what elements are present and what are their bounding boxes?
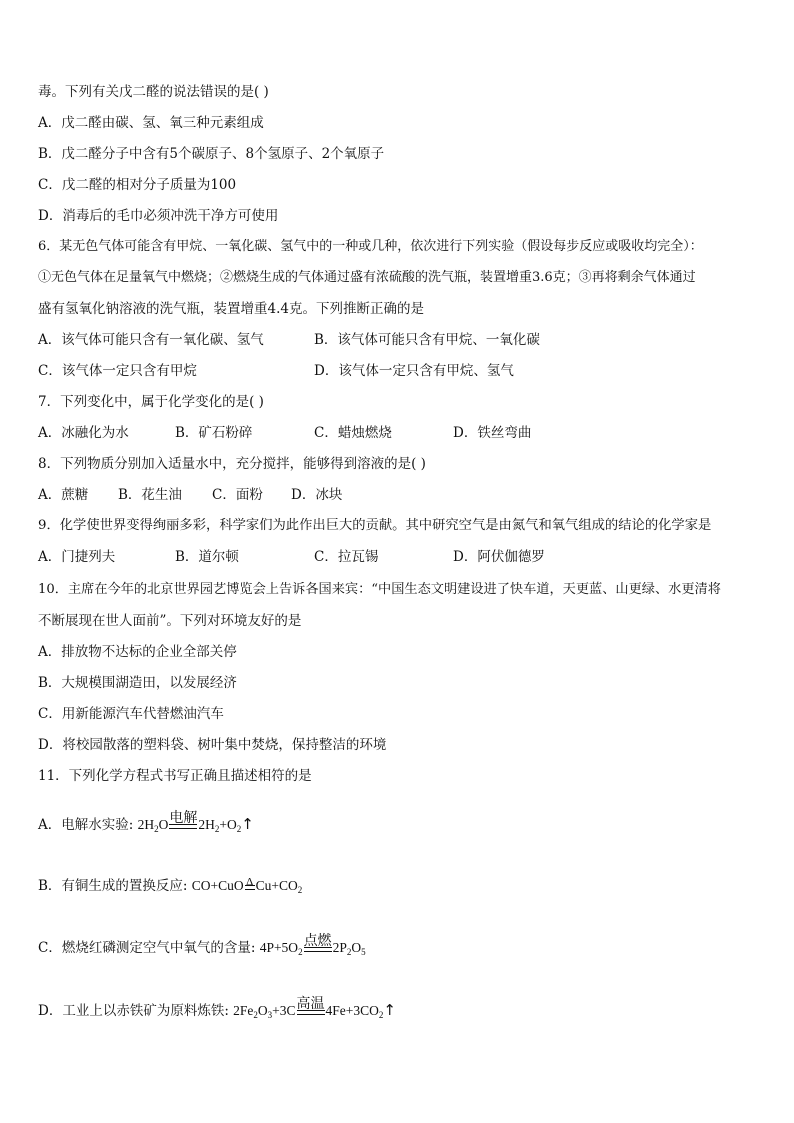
- q6-stem-line2: ①无色气体在足量氧气中燃烧；②燃烧生成的气体通过盛有浓硫酸的洗气瓶，装置增重3.6克；③再将剩余气体通过: [38, 270, 696, 285]
- q11-option-d: [38, 997, 396, 1025]
- q7-option-a: A．冰融化为水: [38, 425, 129, 441]
- q10-option-b: B．大规模围湖造田，以发展经济: [38, 675, 237, 691]
- q11-option-b-label: B．有铜生成的置换反应:: [38, 878, 188, 894]
- q9-option-b: B．道尔顿: [175, 549, 239, 565]
- q10-option-d: D．将校园散落的塑料袋、树叶集中焚烧，保持整洁的环境: [38, 737, 387, 753]
- q10-option-c: C．用新能源汽车代替燃油汽车: [38, 706, 224, 722]
- q9-option-c: C．拉瓦锡: [314, 549, 379, 565]
- q6-stem-line1: 6．某无色气体可能含有甲烷、一氧化碳、氢气中的一种或几种，依次进行下列实验（假设每步反应或吸收均完全）：: [38, 239, 703, 254]
- q6-option-c: C．该气体一定只含有甲烷: [38, 363, 197, 379]
- q11-option-c: [38, 934, 366, 962]
- q8-option-c: C．面粉: [212, 487, 263, 503]
- q10-option-a: A．排放物不达标的企业全部关停: [38, 644, 237, 660]
- q6-option-b: B．该气体可能只含有甲烷、一氧化碳: [314, 332, 540, 348]
- q9-option-d: D．阿伏伽德罗: [453, 549, 545, 565]
- q5-option-b: B．戊二醛分子中含有5个碳原子、8个氢原子、2个氧原子: [38, 146, 385, 162]
- q7-stem: 7．下列变化中，属于化学变化的是( ): [38, 394, 264, 410]
- q11-option-a: [38, 811, 254, 839]
- q8-stem: 8．下列物质分别加入适量水中，充分搅拌，能够得到溶液的是( ): [38, 456, 426, 472]
- q5-option-d: D．消毒后的毛巾必须冲洗干净方可使用: [38, 208, 279, 224]
- reaction-condition: 高温: [296, 1005, 326, 1025]
- q7-option-b: B．矿石粉碎: [175, 425, 253, 441]
- q7-option-c: C．蜡烛燃烧: [314, 425, 392, 441]
- q11-option-a-equation: $2H_2O$ 电解 $2H_2+O_2↑$: [138, 814, 254, 839]
- q9-stem: 9．化学使世界变得绚丽多彩，科学家们为此作出巨大的贡献。其中研究空气是由氮气和氧气组成的结论的化学家是: [38, 518, 712, 533]
- q5-option-c: C．戊二醛的相对分子质量为100: [38, 177, 237, 193]
- q9-option-a: A．门捷列夫: [38, 549, 116, 565]
- q11-stem: 11．下列化学方程式书写正确且描述相符的是: [38, 768, 312, 784]
- gas-arrow-icon: ↑: [241, 815, 254, 833]
- q6-stem-line3: 盛有氢氧化钠溶液的洗气瓶，装置增重4.4克。下列推断正确的是: [38, 301, 424, 317]
- q11-option-c-label: C．燃烧红磷测定空气中氧气的含量:: [38, 940, 256, 956]
- q11-option-d-equation: $2Fe_2O_3+3C$ 高温 $4Fe+3CO_2↑$: [233, 1000, 396, 1025]
- q7-option-d: D．铁丝弯曲: [453, 425, 532, 441]
- q8-option-b: B．花生油: [118, 487, 182, 503]
- q5-option-a: A．戊二醛由碳、氢、氧三种元素组成: [38, 115, 264, 131]
- reaction-condition: 电解: [168, 819, 198, 839]
- gas-arrow-icon: ↑: [383, 1001, 396, 1019]
- q8-option-d: D．冰块: [291, 487, 343, 503]
- reaction-condition: 点燃: [303, 942, 333, 962]
- q11-option-d-label: D．工业上以赤铁矿为原料炼铁:: [38, 1003, 229, 1019]
- q11-option-c-equation: $4P+5O_2$ 点燃 $2P_2O_5$: [260, 938, 366, 962]
- q6-option-a: A．该气体可能只含有一氧化碳、氢气: [38, 332, 264, 348]
- q11-option-b-equation: CO+CuO Δ $Cu+CO_2$: [192, 876, 303, 900]
- q6-option-d: D．该气体一定只含有甲烷、氢气: [314, 363, 514, 379]
- q10-stem-line1: 10．主席在今年的北京世界园艺博览会上告诉各国来宾：“中国生态文明建设进了快车道，天更蓝、山更绿、水更清将: [38, 582, 721, 597]
- q10-stem-line2: 不断展现在世人面前”。下列对环境友好的是: [38, 613, 302, 629]
- reaction-condition: Δ: [246, 876, 254, 888]
- q11-option-b: [38, 876, 302, 900]
- q8-option-a: A．蔗糖: [38, 487, 89, 503]
- q11-option-a-label: A．电解水实验:: [38, 817, 134, 833]
- q5-stem-tail: 毒。下列有关戊二醛的说法错误的是( ): [38, 84, 269, 100]
